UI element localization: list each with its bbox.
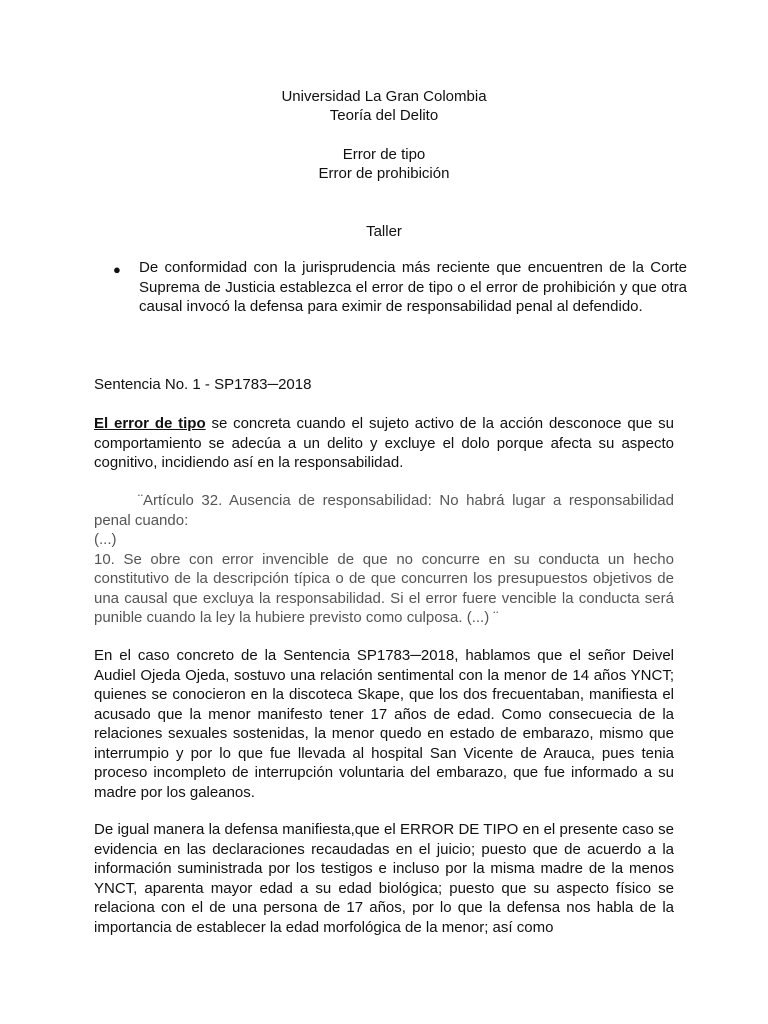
bullet-text: De conformidad con la jurisprudencia más reciente que encuentren de la Corte Suprema de Justicia establezca el error de tipo o el error de prohibición y que otra causal invocó la defensa para eximir de responsabilidad penal al defendido. xyxy=(139,259,687,315)
case-paragraph: En el caso concreto de la Sentencia SP1783─2018, hablamos que el señor Deivel Audiel Ojeda Ojeda, sostuvo una relación sentimental con la menor de 14 años YNCT; quienes se conocieron en la discoteca Skape, que los dos frecuentaban, manifiesta el acusado que la menor manifesto tener 17 años de edad. Como consecuecia de la relaciones sexuales sostenidas, la menor quedo en estado de embarazo, mismo que interrumpio y por lo que fue llevada al hospital San Vicente de Arauca, pues tenia proceso incompleto de interrupción voluntaria del embarazo, que fue informado a su madre por los galeanos. xyxy=(94,647,674,801)
quote-line-3: 10. Se obre con error invencible de que no concurre en su conducta un hecho constitutivo de la descripción típica o de que concurren los presupuestos objetivos de una causal que excluya la responsabilidad. Si el error fuere vencible la conducta será punible cuando la ley la hubiere previsto como culposa. (...) ¨ xyxy=(94,550,674,626)
article-quote xyxy=(94,491,674,628)
bullet-icon: ● xyxy=(113,262,121,277)
defense-paragraph: De igual manera la defensa manifiesta,que el ERROR DE TIPO en el presente caso se evidencia en las declaraciones recaudadas en el juicio; puesto que de acuerdo a la información suministrada por los testigos e incluso por la misma madre de la menos YNCT, aparenta mayor edad a su edad biológica; puesto que su aspecto físico se relaciona con el de una persona de 17 años, por lo que la defensa nos habla de la importancia de establecer la edad morfológica de la menor; así como xyxy=(94,821,674,936)
topic-error-de-tipo: Error de tipo xyxy=(342,146,426,163)
course-name: Teoría del Delito xyxy=(329,107,439,124)
definition-paragraph xyxy=(94,414,674,473)
definition-term: El error de tipo xyxy=(94,415,206,432)
quote-line-1: ¨Artículo 32. Ausencia de responsabilidad: No habrá lugar a responsabilidad penal cuando: xyxy=(94,492,674,529)
sentencia-title: Sentencia No. 1 - SP1783─2018 xyxy=(94,376,312,393)
definition-text: se concreta cuando el sujeto activo de la acción desconoce que su comportamiento se adecúa a un delito y excluye el dolo porque afecta su aspecto cognitivo, incidiendo así en la responsabilidad. xyxy=(94,415,674,471)
section-title: Taller xyxy=(366,223,402,240)
quote-line-2: (...) xyxy=(94,531,117,548)
topic-error-de-prohibicion: Error de prohibición xyxy=(318,165,450,182)
university-name: Universidad La Gran Colombia xyxy=(281,88,487,105)
